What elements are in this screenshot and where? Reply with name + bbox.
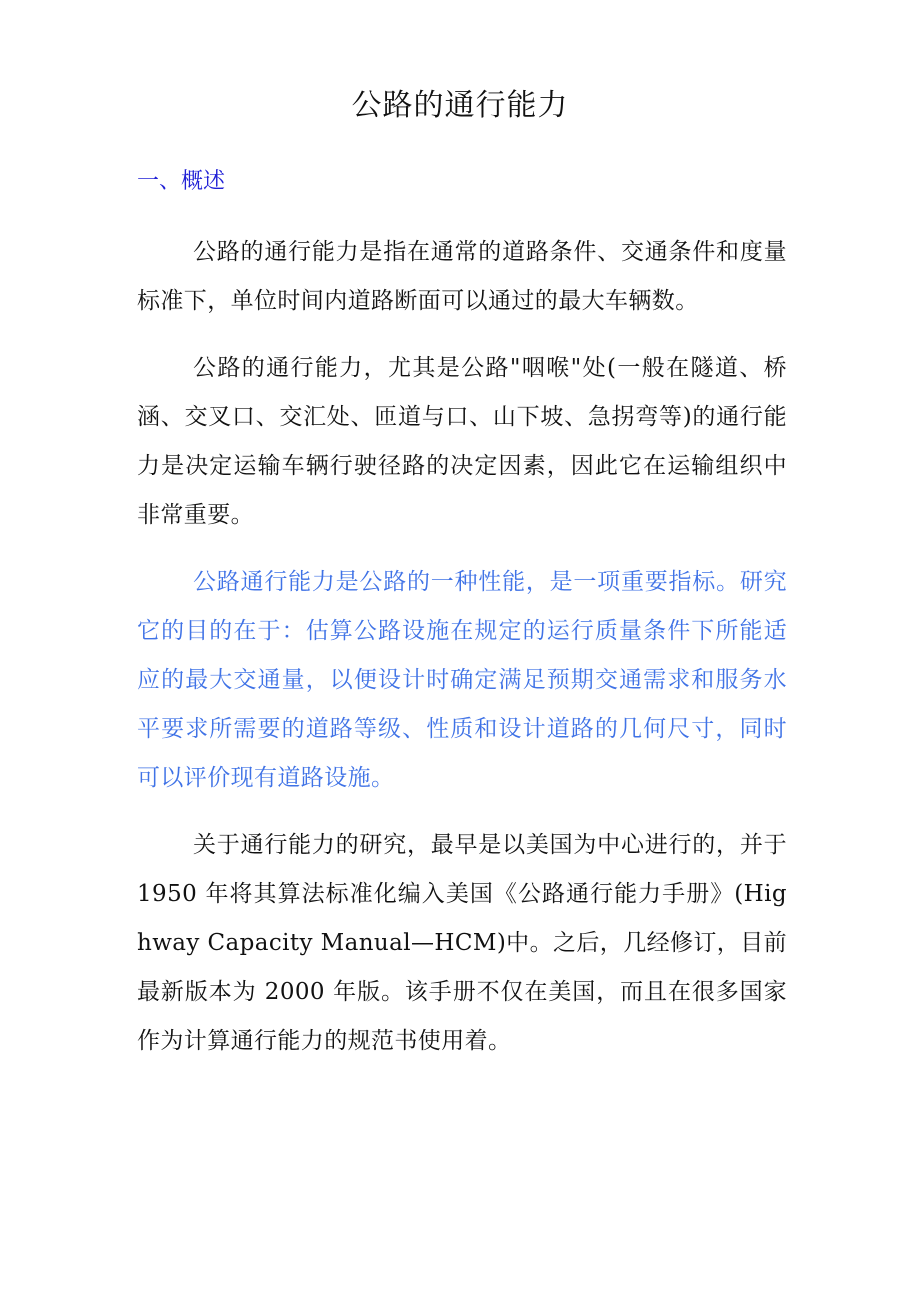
paragraph-bottleneck: 公路的通行能力，尤其是公路"咽喉"处(一般在隧道、桥涵、交叉口、交汇处、匝道与口、山下坡、急拐弯等)的通行能力是决定运输车辆行驶径路的决定因素，因此它在运输组织中非常重要。 xyxy=(137,355,787,528)
document-title: 公路的通行能力 xyxy=(351,88,569,123)
paragraph-purpose: 公路通行能力是公路的一种性能，是一项重要指标。研究它的目的在于：估算公路设施在规定的运行质量条件下所能适应的最大交通量，以便设计时确定满足预期交通需求和服务水平要求所需要的道路等级、性质和设计道路的几何尺寸，同时可以评价现有道路设施。 xyxy=(137,569,787,791)
paragraph-hcm-history: 关于通行能力的研究，最早是以美国为中心进行的，并于 1950 年将其算法标准化编入美国《公路通行能力手册》(Highway Capacity Manual—HCM)中。之后，几经修订，目前最新版本为 2000 年版。该手册不仅在美国，而且在很多国家作为计算通行能力的规范书使用着。 xyxy=(137,832,787,1054)
paragraph-definition: 公路的通行能力是指在通常的道路条件、交通条件和度量标准下，单位时间内道路断面可以通过的最大车辆数。 xyxy=(137,239,787,314)
document-body xyxy=(137,228,787,1084)
section-heading: 一、概述 xyxy=(137,169,226,194)
